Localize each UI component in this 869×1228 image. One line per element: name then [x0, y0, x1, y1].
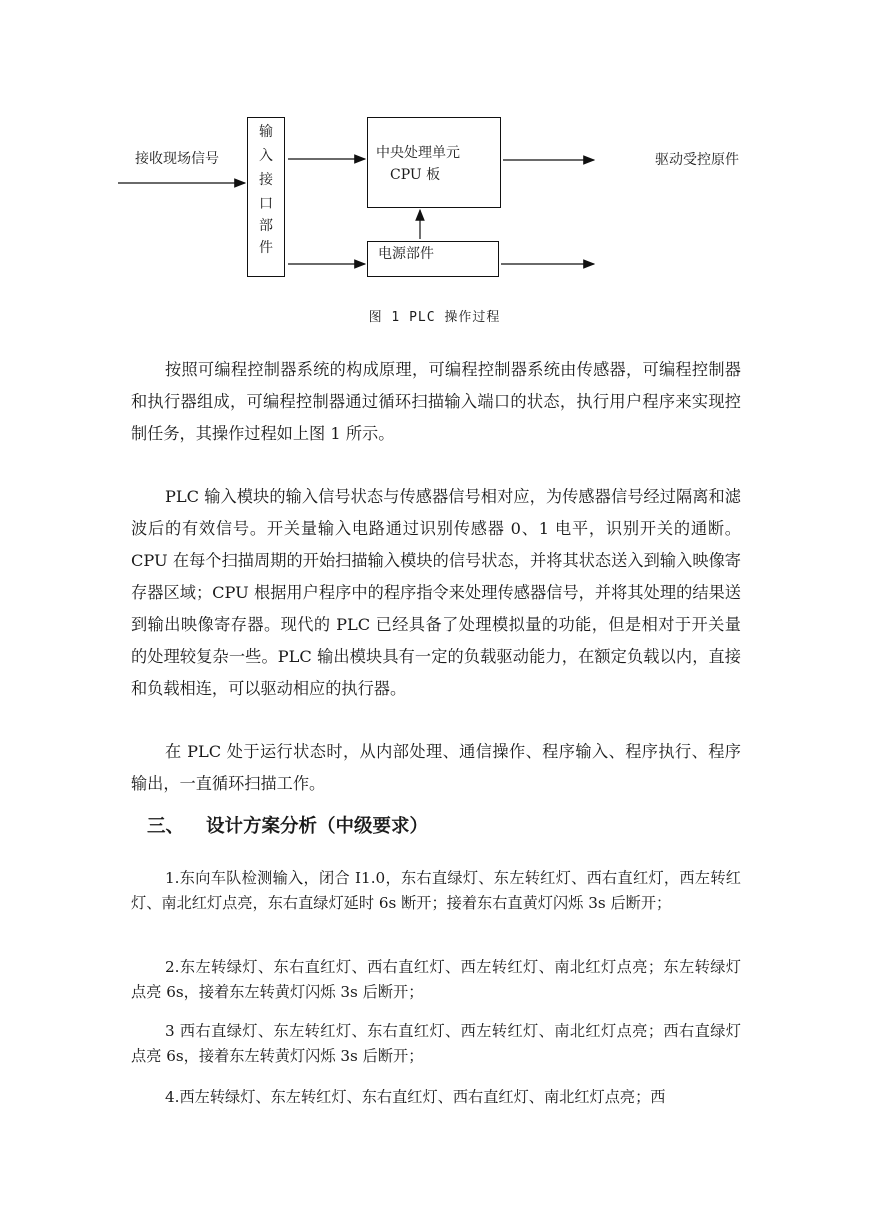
cpu-label-line2: CPU 板: [390, 167, 441, 183]
step-item: 1.东向车队检测输入，闭合 I1.0，东右直绿灯、东左转红灯、西右直红灯，西左转红灯、南北红灯点亮，东右直绿灯延时 6s 断开；接着东右直黄灯闪烁 3s 后断开；: [131, 869, 741, 912]
input-signal-label: 接收现场信号: [135, 151, 219, 167]
step-item: 3 西右直绿灯、东左转红灯、东右直红灯、西左转红灯、南北红灯点亮；西右直绿灯点亮 6s，接着东左转黄灯闪烁 3s 后断开；: [131, 1022, 741, 1065]
paragraph-plc-principle: 按照可编程控制器系统的构成原理，可编程控制器系统由传感器，可编程控制器和执行器组成，可编程控制器通过循环扫描输入端口的状态，执行用户程序来实现控制任务，其操作过程如上图 1 所示。: [131, 360, 741, 443]
input-interface-box: [247, 117, 285, 277]
step-item: 4.西左转绿灯、东左转红灯、东右直红灯、西右直红灯、南北红灯点亮；西: [165, 1088, 666, 1106]
power-box: [367, 241, 499, 277]
cpu-label-line1: 中央处理单元: [376, 145, 460, 161]
input-box-char: 接: [259, 172, 273, 188]
section-heading: [147, 812, 428, 838]
input-box-char: 输: [259, 124, 273, 140]
section-number: 三、: [147, 816, 185, 837]
input-box-char: 部: [259, 218, 273, 234]
plc-operation-diagram: [0, 0, 869, 325]
step-item: 2.东左转绿灯、东右直红灯、西右直红灯、西左转红灯、南北红灯点亮；东左转绿灯点亮 6s，接着东左转黄灯闪烁 3s 后断开；: [131, 958, 741, 1001]
input-box-char: 口: [259, 196, 273, 212]
section-title: 设计方案分析（中级要求）: [206, 816, 429, 837]
figure-caption: 图 1 PLC 操作过程: [368, 310, 501, 325]
power-label: 电源部件: [378, 246, 434, 262]
cpu-box: [367, 117, 501, 208]
input-box-char: 件: [259, 240, 273, 256]
output-label: 驱动受控原件: [655, 152, 739, 168]
paragraph-plc-io-modules: PLC 输入模块的输入信号状态与传感器信号相对应，为传感器信号经过隔离和滤波后的有效信号。开关量输入电路通过识别传感器 0、1 电平，识别开关的通断。CPU 在每个扫描周期的开始扫描输入模块的信号状态，并将其状态送入到输入映像寄存器区域；CPU 根据用户程序中的程序指令来处理传感器信号，并将其处理的结果送到输出映像寄存器。现代的 PLC 已经具备了处理模拟量的功能，但是相对于开关量的处理较复杂一些。PLC 输出模块具有一定的负载驱动能力，在额定负载以内，直接和负载相连，可以驱动相应的执行器。: [131, 487, 741, 698]
input-box-char: 入: [259, 148, 273, 164]
paragraph-plc-scan-cycle: 在 PLC 处于运行状态时，从内部处理、通信操作、程序输入、程序执行、程序输出，一直循环扫描工作。: [131, 742, 741, 793]
